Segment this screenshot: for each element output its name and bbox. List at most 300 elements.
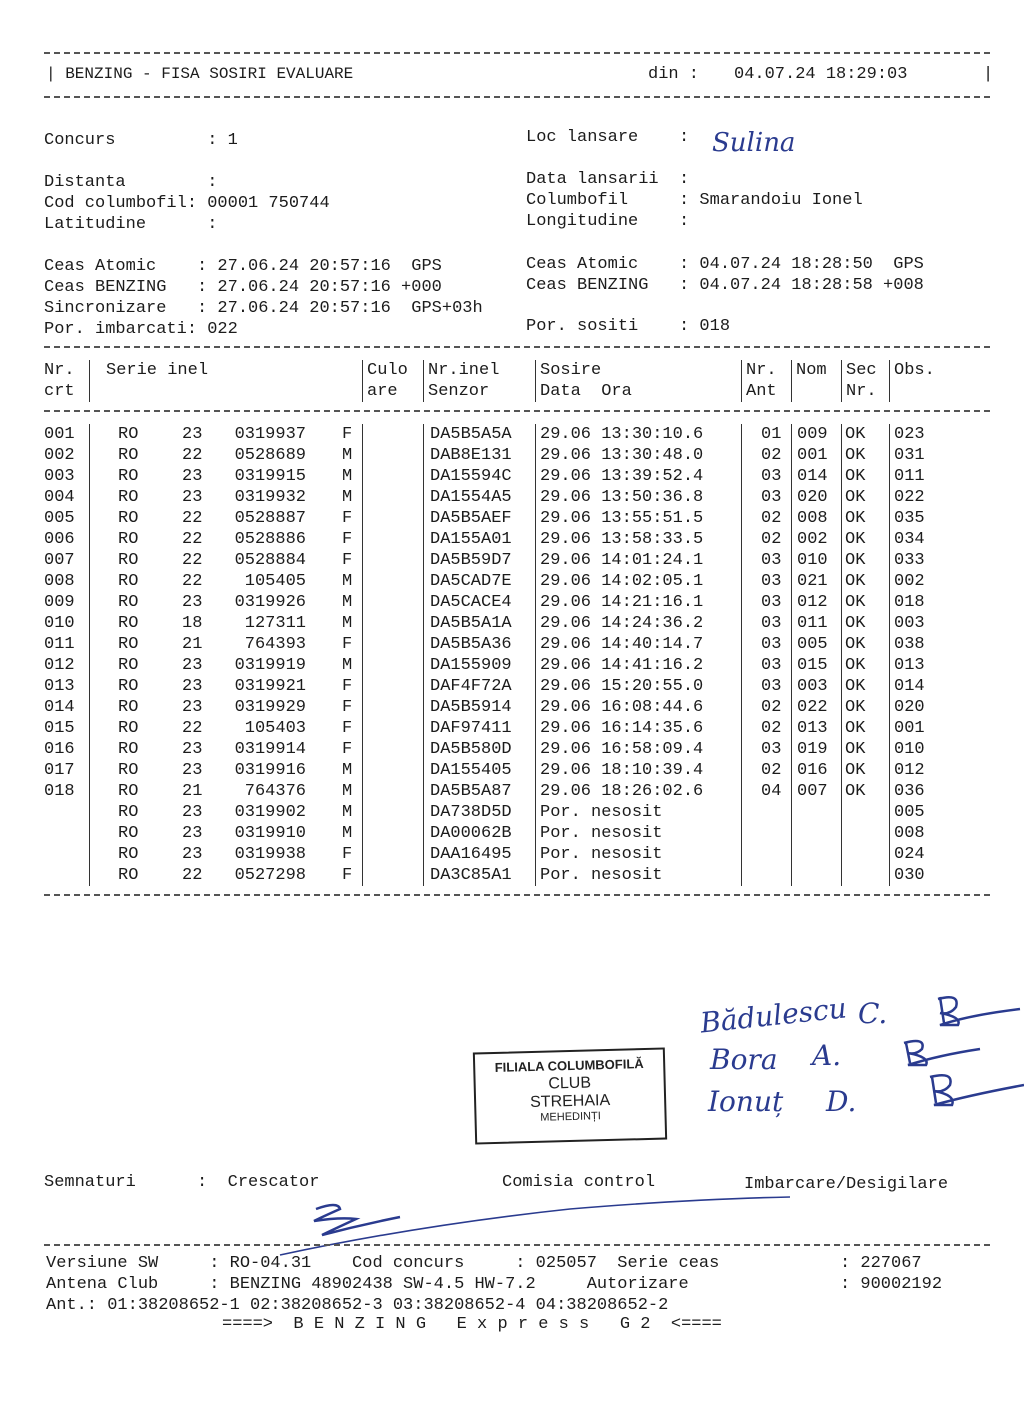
cell-country: RO <box>118 467 139 486</box>
cell-obs: 011 <box>894 467 925 486</box>
cell-antenna: 01 <box>761 425 782 444</box>
cell-sec: OK <box>845 677 866 696</box>
stamp-line-4: MEHEDINȚI <box>540 1110 601 1124</box>
column-separator <box>741 360 742 402</box>
cell-year: 23 <box>182 467 203 486</box>
cell-antenna: 02 <box>761 698 782 717</box>
cell-ring-number: 0528884 <box>234 551 306 570</box>
cell-sex: F <box>342 866 353 885</box>
cell-antenna: 03 <box>761 572 782 591</box>
signature-scribbles <box>900 985 1024 1115</box>
cell-sex: F <box>342 635 353 654</box>
cell-ring-number: 0319914 <box>234 740 306 759</box>
footer-benzing-banner: ====> B E N Z I N G E x p r e s s G 2 <==== <box>222 1315 722 1334</box>
cell-sex: M <box>342 803 353 822</box>
footer-line-1: Versiune SW : RO-04.31 Cod concurs : 025057 Serie ceas <box>46 1254 720 1273</box>
cell-nom: 009 <box>797 425 828 444</box>
cell-obs: 023 <box>894 425 925 444</box>
data-lansarii-field: Data lansarii : <box>526 170 690 189</box>
cell-year: 21 <box>182 782 203 801</box>
cell-antenna: 03 <box>761 656 782 675</box>
cell-sensor: DAF4F72A <box>430 677 512 696</box>
col-nrinel-header-2: Senzor <box>428 382 490 401</box>
latitudine-field: Latitudine : <box>44 215 218 234</box>
cell-arrival: Por. nesosit <box>540 866 663 885</box>
cell-arrival: 29.06 16:14:35.6 <box>540 719 704 738</box>
cell-sec: OK <box>845 488 866 507</box>
cell-nr: 006 <box>44 530 75 549</box>
cell-ring-number: 0319937 <box>234 425 306 444</box>
cell-antenna: 03 <box>761 467 782 486</box>
cell-nr: 005 <box>44 509 75 528</box>
cell-antenna: 02 <box>761 530 782 549</box>
cell-nom: 007 <box>797 782 828 801</box>
cell-year: 21 <box>182 635 203 654</box>
cell-ring-number: 0319916 <box>234 761 306 780</box>
cell-sex: F <box>342 530 353 549</box>
col-ant-header-2: Ant <box>746 382 777 401</box>
ceas-atomic-right: Ceas Atomic : 04.07.24 18:28:50 GPS <box>526 255 924 274</box>
col-culoare-header: Culo <box>367 361 408 380</box>
cell-nom: 012 <box>797 593 828 612</box>
cell-country: RO <box>118 425 139 444</box>
cell-obs: 024 <box>894 845 925 864</box>
cell-country: RO <box>118 845 139 864</box>
date-value: 04.07.24 18:29:03 <box>734 65 908 84</box>
cell-nom: 003 <box>797 677 828 696</box>
cell-sensor: DA155405 <box>430 761 512 780</box>
col-ant-header: Nr. <box>746 361 777 380</box>
col-sosire-header: Sosire <box>540 361 602 380</box>
column-separator <box>362 424 363 886</box>
divider-table-header <box>44 410 990 412</box>
column-separator <box>362 360 363 402</box>
cell-sex: M <box>342 446 353 465</box>
cell-sensor: DA5CACE4 <box>430 593 512 612</box>
cell-sex: F <box>342 677 353 696</box>
cell-nr: 007 <box>44 551 75 570</box>
cell-sensor: DA15594C <box>430 467 512 486</box>
cell-nom: 021 <box>797 572 828 591</box>
cell-country: RO <box>118 740 139 759</box>
column-separator <box>791 424 792 886</box>
cell-arrival: 29.06 14:01:24.1 <box>540 551 704 570</box>
cell-nr: 012 <box>44 656 75 675</box>
cell-country: RO <box>118 656 139 675</box>
cell-antenna: 02 <box>761 719 782 738</box>
cell-arrival: 29.06 13:39:52.4 <box>540 467 704 486</box>
cell-sec: OK <box>845 635 866 654</box>
cell-nr: 018 <box>44 782 75 801</box>
cell-sensor: DA5B59D7 <box>430 551 512 570</box>
cell-obs: 002 <box>894 572 925 591</box>
cell-year: 22 <box>182 530 203 549</box>
cell-ring-number: 127311 <box>244 614 306 633</box>
cell-country: RO <box>118 761 139 780</box>
cell-nom: 020 <box>797 488 828 507</box>
cell-sex: M <box>342 572 353 591</box>
cell-country: RO <box>118 572 139 591</box>
cell-arrival: 29.06 15:20:55.0 <box>540 677 704 696</box>
cell-country: RO <box>118 803 139 822</box>
col-nr-header-2: crt <box>44 382 75 401</box>
cell-arrival: 29.06 16:08:44.6 <box>540 698 704 717</box>
cell-sensor: DA5B5A36 <box>430 635 512 654</box>
cell-arrival: 29.06 14:02:05.1 <box>540 572 704 591</box>
cell-sex: F <box>342 698 353 717</box>
cell-ring-number: 764393 <box>244 635 306 654</box>
cell-nr: 014 <box>44 698 75 717</box>
column-separator <box>423 360 424 402</box>
cell-year: 23 <box>182 803 203 822</box>
cell-year: 23 <box>182 656 203 675</box>
cell-nom: 011 <box>797 614 828 633</box>
divider-top <box>44 52 990 54</box>
cell-arrival: 29.06 18:26:02.6 <box>540 782 704 801</box>
cell-sensor: DA5B5914 <box>430 698 512 717</box>
cell-year: 23 <box>182 740 203 759</box>
cell-antenna: 03 <box>761 740 782 759</box>
cell-year: 23 <box>182 593 203 612</box>
distanta-field: Distanta : <box>44 173 218 192</box>
cell-ring-number: 0528887 <box>234 509 306 528</box>
cell-nr: 001 <box>44 425 75 444</box>
divider-footer <box>44 1244 990 1246</box>
cell-arrival: Por. nesosit <box>540 803 663 822</box>
cell-year: 23 <box>182 845 203 864</box>
cell-country: RO <box>118 782 139 801</box>
cell-year: 18 <box>182 614 203 633</box>
cell-year: 22 <box>182 551 203 570</box>
signature-name-3: Ionuț <box>708 1085 784 1118</box>
cell-sensor: DAF97411 <box>430 719 512 738</box>
cell-country: RO <box>118 614 139 633</box>
cod-columbofil-field: Cod columbofil: 00001 750744 <box>44 194 330 213</box>
cell-antenna: 03 <box>761 488 782 507</box>
cell-nom: 015 <box>797 656 828 675</box>
cell-country: RO <box>118 698 139 717</box>
cell-nom: 014 <box>797 467 828 486</box>
footer-antenna-line: Ant.: 01:38208652-1 02:38208652-3 03:38208652-4 04:38208652-2 <box>46 1296 669 1315</box>
cell-year: 22 <box>182 866 203 885</box>
signature-initial-2: A. <box>812 1039 842 1072</box>
cell-country: RO <box>118 488 139 507</box>
por-imbarcati-field: Por. imbarcati: 022 <box>44 320 238 339</box>
cell-country: RO <box>118 866 139 885</box>
cell-obs: 036 <box>894 782 925 801</box>
cell-year: 22 <box>182 446 203 465</box>
cell-arrival: 29.06 14:41:16.2 <box>540 656 704 675</box>
cell-obs: 020 <box>894 698 925 717</box>
col-culoare-header-2: are <box>367 382 398 401</box>
cell-obs: 014 <box>894 677 925 696</box>
cell-ring-number: 764376 <box>244 782 306 801</box>
cell-obs: 013 <box>894 656 925 675</box>
cell-arrival: 29.06 13:55:51.5 <box>540 509 704 528</box>
cell-country: RO <box>118 824 139 843</box>
col-sec-header: Sec <box>846 361 877 380</box>
column-separator <box>89 424 90 886</box>
ceas-benzing-right: Ceas BENZING : 04.07.24 18:28:58 +008 <box>526 276 924 295</box>
cell-sec: OK <box>845 593 866 612</box>
cell-nom: 002 <box>797 530 828 549</box>
cell-antenna: 03 <box>761 551 782 570</box>
cell-sex: M <box>342 593 353 612</box>
col-nr-header: Nr. <box>44 361 75 380</box>
cell-sec: OK <box>845 467 866 486</box>
stamp-line-1: FILIALA COLUMBOFILĂ <box>494 1056 644 1075</box>
stamp-line-2: CLUB <box>548 1074 592 1093</box>
signature-name-2: Bora <box>710 1043 778 1076</box>
cell-sec: OK <box>845 656 866 675</box>
cell-sec: OK <box>845 572 866 591</box>
cell-sensor: DA5B5A5A <box>430 425 512 444</box>
cell-sex: F <box>342 845 353 864</box>
cell-arrival: 29.06 14:21:16.1 <box>540 593 704 612</box>
cell-obs: 003 <box>894 614 925 633</box>
cell-sec: OK <box>845 530 866 549</box>
column-separator <box>841 424 842 886</box>
cell-sec: OK <box>845 719 866 738</box>
cell-nr: 004 <box>44 488 75 507</box>
cell-ring-number: 0319921 <box>234 677 306 696</box>
cell-country: RO <box>118 446 139 465</box>
cell-country: RO <box>118 593 139 612</box>
cell-sec: OK <box>845 698 866 717</box>
cell-ring-number: 0527298 <box>234 866 306 885</box>
cell-nr: 013 <box>44 677 75 696</box>
cell-sex: M <box>342 467 353 486</box>
col-sosire-header-2: Data Ora <box>540 382 632 401</box>
cell-antenna: 02 <box>761 761 782 780</box>
header-right-bar: | <box>983 65 994 84</box>
cell-arrival: 29.06 16:58:09.4 <box>540 740 704 759</box>
cell-arrival: 29.06 14:24:36.2 <box>540 614 704 633</box>
cell-obs: 033 <box>894 551 925 570</box>
cell-obs: 018 <box>894 593 925 612</box>
cell-arrival: 29.06 14:40:14.7 <box>540 635 704 654</box>
cell-obs: 008 <box>894 824 925 843</box>
cell-sensor: DA1554A5 <box>430 488 512 507</box>
cell-sensor: DA00062B <box>430 824 512 843</box>
cell-obs: 031 <box>894 446 925 465</box>
cell-year: 22 <box>182 509 203 528</box>
cell-obs: 038 <box>894 635 925 654</box>
cell-sec: OK <box>845 614 866 633</box>
column-separator <box>535 360 536 402</box>
cell-sex: F <box>342 740 353 759</box>
cell-obs: 012 <box>894 761 925 780</box>
cell-year: 23 <box>182 488 203 507</box>
col-obs-header: Obs. <box>894 361 935 380</box>
cell-sensor: DA155909 <box>430 656 512 675</box>
cell-obs: 030 <box>894 866 925 885</box>
cell-obs: 005 <box>894 803 925 822</box>
signature-initial-1: C. <box>858 997 888 1030</box>
cell-nom: 019 <box>797 740 828 759</box>
col-nom-header: Nom <box>796 361 827 380</box>
cell-sex: F <box>342 509 353 528</box>
cell-year: 23 <box>182 677 203 696</box>
cell-nom: 005 <box>797 635 828 654</box>
divider-table-top <box>44 346 990 348</box>
cell-sec: OK <box>845 782 866 801</box>
cell-ring-number: 0319902 <box>234 803 306 822</box>
column-separator <box>423 424 424 886</box>
cell-country: RO <box>118 509 139 528</box>
cell-obs: 034 <box>894 530 925 549</box>
columbofil-field: Columbofil : Smarandoiu Ionel <box>526 191 863 210</box>
cell-nom: 022 <box>797 698 828 717</box>
cell-antenna: 04 <box>761 782 782 801</box>
cell-sec: OK <box>845 740 866 759</box>
cell-sex: M <box>342 656 353 675</box>
cell-sensor: DA738D5D <box>430 803 512 822</box>
cell-country: RO <box>118 635 139 654</box>
cell-ring-number: 105405 <box>244 572 306 591</box>
cell-antenna: 03 <box>761 677 782 696</box>
cell-sex: M <box>342 761 353 780</box>
semnaturi-label: Semnaturi : Crescator <box>44 1173 320 1192</box>
cell-nr: 003 <box>44 467 75 486</box>
cell-antenna: 03 <box>761 614 782 633</box>
ceas-benzing-left: Ceas BENZING : 27.06.24 20:57:16 +000 <box>44 278 442 297</box>
cell-sex: F <box>342 719 353 738</box>
cell-nr: 017 <box>44 761 75 780</box>
cell-antenna: 03 <box>761 635 782 654</box>
cell-sex: M <box>342 824 353 843</box>
cell-ring-number: 0528886 <box>234 530 306 549</box>
cell-antenna: 02 <box>761 446 782 465</box>
cell-year: 22 <box>182 719 203 738</box>
cell-country: RO <box>118 719 139 738</box>
cell-sec: OK <box>845 761 866 780</box>
footer-serie-ceas-value: : 227067 <box>840 1254 922 1273</box>
cell-arrival: 29.06 13:30:48.0 <box>540 446 704 465</box>
cell-sex: M <box>342 614 353 633</box>
cell-year: 23 <box>182 761 203 780</box>
cell-antenna: 02 <box>761 509 782 528</box>
cell-sec: OK <box>845 425 866 444</box>
cell-nr: 002 <box>44 446 75 465</box>
cell-ring-number: 0319919 <box>234 656 306 675</box>
cell-ring-number: 0319915 <box>234 467 306 486</box>
longitudine-field: Longitudine : <box>526 212 690 231</box>
cell-country: RO <box>118 677 139 696</box>
cell-sensor: DA155A01 <box>430 530 512 549</box>
column-separator <box>535 424 536 886</box>
cell-nr: 015 <box>44 719 75 738</box>
cell-nom: 008 <box>797 509 828 528</box>
cell-sex: M <box>342 782 353 801</box>
cell-nr: 016 <box>44 740 75 759</box>
concurs-field: Concurs : 1 <box>44 131 238 150</box>
cell-arrival: Por. nesosit <box>540 845 663 864</box>
ceas-atomic-left: Ceas Atomic : 27.06.24 20:57:16 GPS <box>44 257 442 276</box>
cell-sensor: DA5CAD7E <box>430 572 512 591</box>
loc-lansare-label: Loc lansare : <box>526 128 690 147</box>
cell-obs: 035 <box>894 509 925 528</box>
col-serie-header: Serie inel <box>106 361 209 380</box>
cell-arrival: Por. nesosit <box>540 824 663 843</box>
cell-sensor: DA3C85A1 <box>430 866 512 885</box>
document-title: | BENZING - FISA SOSIRI EVALUARE <box>46 65 354 83</box>
cell-arrival: 29.06 18:10:39.4 <box>540 761 704 780</box>
cell-arrival: 29.06 13:50:36.8 <box>540 488 704 507</box>
cell-ring-number: 0528689 <box>234 446 306 465</box>
cell-ring-number: 0319929 <box>234 698 306 717</box>
cell-ring-number: 105403 <box>244 719 306 738</box>
cell-ring-number: 0319926 <box>234 593 306 612</box>
cell-sex: F <box>342 425 353 444</box>
cell-country: RO <box>118 530 139 549</box>
cell-nom: 013 <box>797 719 828 738</box>
divider-header <box>44 96 990 98</box>
cell-sensor: DA5B580D <box>430 740 512 759</box>
cell-antenna: 03 <box>761 593 782 612</box>
cell-ring-number: 0319938 <box>234 845 306 864</box>
signature-initial-3: D. <box>826 1085 857 1118</box>
cell-year: 23 <box>182 824 203 843</box>
club-stamp <box>473 1048 667 1145</box>
por-sositi-field: Por. sositi : 018 <box>526 317 731 336</box>
cell-sensor: DA5B5A87 <box>430 782 512 801</box>
cell-ring-number: 0319932 <box>234 488 306 507</box>
cell-nr: 008 <box>44 572 75 591</box>
cell-sec: OK <box>845 446 866 465</box>
col-sec-header-2: Nr. <box>846 382 877 401</box>
cell-sec: OK <box>845 509 866 528</box>
cell-obs: 022 <box>894 488 925 507</box>
cell-obs: 001 <box>894 719 925 738</box>
divider-table-bottom <box>44 894 990 896</box>
cell-sensor: DA5B5A1A <box>430 614 512 633</box>
column-separator <box>889 360 890 402</box>
cell-nom: 001 <box>797 446 828 465</box>
cell-sec: OK <box>845 551 866 570</box>
cell-year: 23 <box>182 425 203 444</box>
cell-year: 22 <box>182 572 203 591</box>
cell-sensor: DAA16495 <box>430 845 512 864</box>
loc-lansare-handwritten: Sulina <box>712 128 796 158</box>
cell-year: 23 <box>182 698 203 717</box>
column-separator <box>841 360 842 402</box>
cell-arrival: 29.06 13:58:33.5 <box>540 530 704 549</box>
cell-nr: 009 <box>44 593 75 612</box>
sincronizare-field: Sincronizare : 27.06.24 20:57:16 GPS+03h <box>44 299 483 318</box>
column-separator <box>791 360 792 402</box>
cell-nr: 010 <box>44 614 75 633</box>
col-nrinel-header: Nr.inel <box>428 361 500 380</box>
cell-sensor: DAB8E131 <box>430 446 512 465</box>
comisia-control-label: Comisia control <box>502 1173 656 1192</box>
stamp-line-3: STREHAIA <box>529 1091 611 1112</box>
footer-autorizare-value: : 90002192 <box>840 1275 943 1294</box>
cell-country: RO <box>118 551 139 570</box>
cell-obs: 010 <box>894 740 925 759</box>
cell-nr: 011 <box>44 635 75 654</box>
cell-ring-number: 0319910 <box>234 824 306 843</box>
cell-sensor: DA5B5AEF <box>430 509 512 528</box>
column-separator <box>889 424 890 886</box>
imbarcare-label: Imbarcare/Desigilare <box>744 1175 949 1194</box>
date-label: din : <box>648 65 700 84</box>
column-separator <box>741 424 742 886</box>
signature-name-1: Bădulescu <box>698 991 849 1040</box>
cell-sex: M <box>342 488 353 507</box>
cell-nom: 016 <box>797 761 828 780</box>
cell-arrival: 29.06 13:30:10.6 <box>540 425 704 444</box>
